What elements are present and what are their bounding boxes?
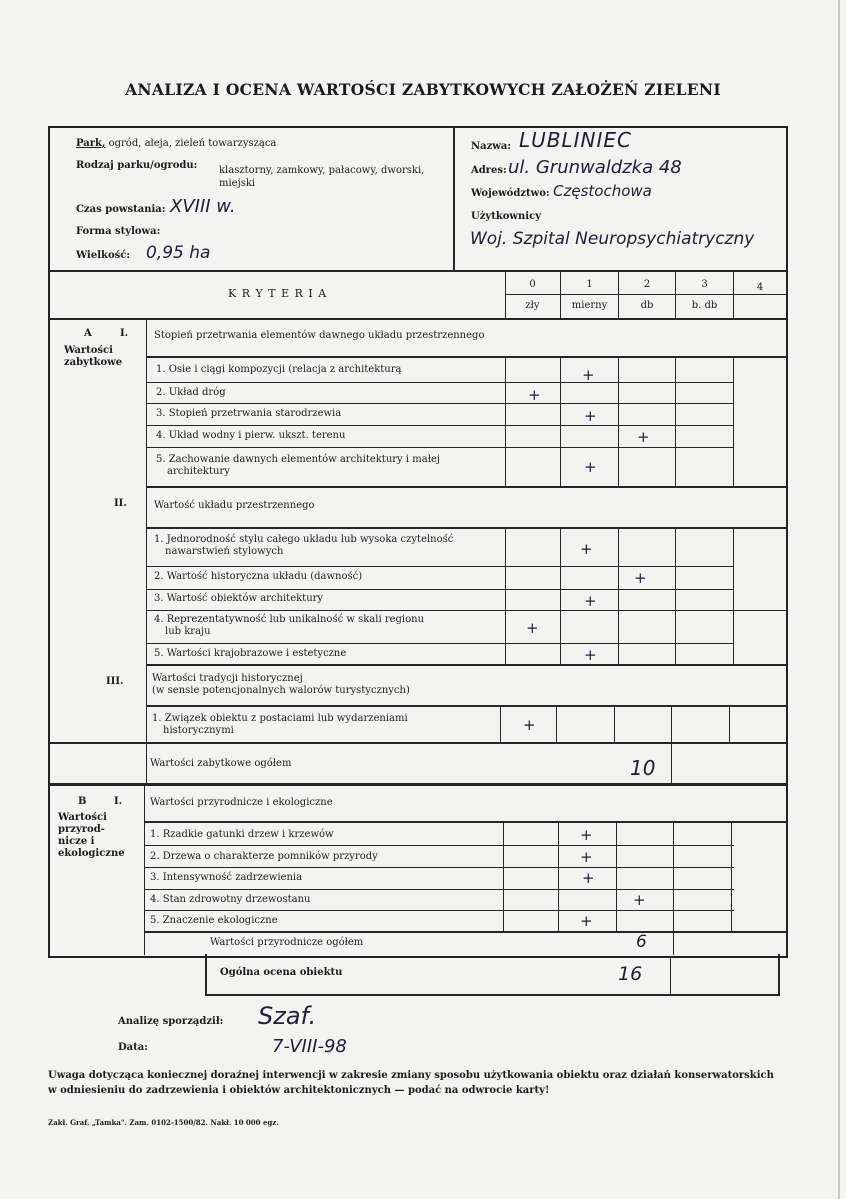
analiza-label: Analizę sporządził: [118,1016,224,1027]
B-item-1: 1. Rzadkie gatunki drzew i krzewów [150,829,334,840]
B-total-value: 6 [636,932,647,952]
col-label-2: db [640,300,654,311]
park-rest: ogród, aleja, zieleń towarzysząca [108,138,277,149]
mark-B-4: + [633,891,646,909]
row-line [146,643,734,644]
grid-col4 [733,356,734,487]
A-total-label: Wartości zabytkowe ogółem [150,758,292,769]
mark-A-II-1: + [580,540,593,558]
A-I-item-3: 3. Stopień przetrwania starodrzewia [156,408,342,419]
grid-col1 [558,821,559,933]
A-II-item-4-cont: lub kraju [165,626,211,637]
col-num-3: 3 [701,279,708,290]
header-col3-line [675,270,676,320]
mark-B-2: + [580,848,593,866]
B-item-4: 4. Stan zdrowotny drzewostanu [150,894,311,905]
grid-col2 [618,527,619,666]
row-line [146,447,734,448]
mark-A-I-4: + [637,428,650,446]
row-line [144,867,734,868]
row-line [146,610,786,611]
sectionB-name-2: przyrod- [58,824,105,835]
col-num-2: 2 [643,279,651,290]
A-I-item-5: 5. Zachowanie dawnych elementów architektury i małej [156,454,440,465]
grid-col0 [505,527,506,666]
B-total-label: Wartości przyrodnicze ogółem [210,937,364,948]
overall-right [778,954,780,996]
sectionA-roman-II: II. [114,498,127,509]
A-total-value: 10 [630,756,656,780]
row-line [146,589,734,590]
row-line [48,742,786,744]
grid-col3 [675,356,676,487]
row-line [146,566,734,567]
header-col4-line [733,270,734,320]
row-line [144,931,786,933]
grid-col3 [673,821,674,933]
B-item-3: 3. Intensywność zadrzewienia [150,872,303,883]
grid-col2 [614,705,615,743]
nazwa-label: Nazwa: [471,141,512,152]
czas-value: XVIII w. [170,196,236,217]
overall-label: Ogólna ocena obiektu [220,967,343,978]
row-line [146,403,734,404]
grid-col4 [733,527,734,666]
row-line [146,705,786,707]
mark-B-3: + [582,869,595,887]
sectionB-name-3: nicze i [58,836,95,847]
sectionA-name-1: Wartości [64,345,113,356]
sectionA-bottom-line [48,783,786,786]
row-line [144,845,734,846]
col-label-3: b. db [691,300,718,311]
A-I-item-5-cont: architektury [167,466,230,477]
col-num-0: 0 [529,279,536,290]
B-item-5: 5. Znaczenie ekologiczne [150,915,278,926]
header-col2-line [618,270,619,320]
A-III-item-1-cont: historycznymi [163,725,234,736]
sectionB-letter: B [78,796,87,807]
note-line-2: w odniesieniu do zadrzewienia i obiektów architektonicznych — podać na odwrocie karty! [48,1085,550,1096]
park-row [76,138,276,150]
grid-col3 [671,705,672,743]
row-line [144,889,734,890]
mark-A-II-5: + [584,646,597,664]
paper-edge [838,0,840,1199]
row-line [146,382,734,383]
A-II-item-3: 3. Wartość obiektów architektury [154,593,324,604]
grid-col1 [556,705,557,743]
A-II-item-1: 1. Jednorodność stylu całego układu lub wysoka czytelność [154,534,454,545]
col-num-1: 1 [586,279,593,290]
note [48,1068,788,1098]
mark-B-5: + [580,912,593,930]
A-I-item-1: 1. Osie i ciągi kompozycji (relacja z architekturą [156,364,402,375]
B-heading: Wartości przyrodnicze i ekologiczne [150,797,333,808]
uzyt-label: Użytkownicy [471,211,542,222]
mark-A-I-1: + [582,366,595,384]
woj-value: Częstochowa [553,182,652,200]
mark-A-I-3: + [584,407,597,425]
A-II-item-4: 4. Reprezentatywność lub unikalność w skali regionu [154,614,425,625]
sectionB-roman-I: I. [114,796,123,807]
sectionB-name-1: Wartości [58,812,107,823]
mark-A-II-2: + [634,569,647,587]
A-I-item-2: 2. Układ dróg [156,387,226,398]
rodzaj-options-2: miejski [219,178,256,189]
print-footer: Zakł. Graf. „Tamka". Zam. 0102-1500/82. Nakł. 10 000 egz. [48,1118,279,1127]
rodzaj-label: Rodzaj parku/ogrodu: [76,160,198,171]
divider-info-vertical [453,126,455,272]
uzyt-value: Woj. Szpital Neuropsychiatryczny [470,229,755,249]
sectionA-roman-I: I. [120,328,129,339]
mark-A-I-2: + [528,386,541,404]
col-label-1: mierny [571,300,608,311]
overall-bottom [205,994,780,996]
sectionA-left-border [146,318,147,784]
header-subline [505,294,786,295]
grid-col1 [560,527,561,666]
grid-col0 [503,821,504,933]
A-III-heading: Wartości tradycji historycznej [152,673,303,684]
kryteria-heading: K R Y T E R I A [228,287,328,300]
col-label-0: zły [525,300,540,311]
A-II-item-5: 5. Wartości krajobrazowe i estetyczne [154,648,347,659]
wielkosc-label: Wielkość: [76,250,131,261]
sectionB-name-4: ekologiczne [58,848,125,859]
overall-left [205,954,207,996]
adres-label: Adres: [471,165,507,176]
data-value: 7-VIII-98 [272,1036,347,1057]
col-num-4: 4 [756,282,764,293]
row-line [146,425,734,426]
row-line [146,356,786,358]
form-title: ANALIZA I OCENA WARTOŚCI ZABYTKOWYCH ZAŁOŻEŃ ZIELENI [125,80,721,99]
total-divider [671,742,672,784]
woj-label: Województwo: [471,188,550,199]
B-item-2: 2. Drzewa o charakterze pomników przyrody [150,851,378,862]
grid-col3 [675,527,676,666]
A-II-item-1-cont: nawarstwień stylowych [165,546,284,557]
header-col0-line [505,270,506,320]
nazwa-value: LUBLINIEC [519,128,633,152]
grid-col1 [560,356,561,487]
grid-col2 [616,821,617,933]
A-I-item-4: 4. Układ wodny i pierw. ukszt. terenu [156,430,346,441]
sectionA-name-2: zabytkowe [64,357,123,368]
mark-A-II-4: + [526,619,539,637]
mark-A-III-1: + [523,716,536,734]
park-label: Park, [76,138,106,149]
mark-A-II-3: + [584,592,597,610]
mark-B-1: + [580,826,593,844]
A-II-item-2: 2. Wartość historyczna układu (dawność) [154,571,363,582]
row-line [146,664,786,666]
note-line-1: Uwaga dotycząca koniecznej doraźnej interwencji w zakresie zmiany sposobu użytkowania obiektu oraz działań konserwatorskich [48,1070,774,1081]
wielkosc-value: 0,95 ha [146,243,211,263]
row-line [144,910,734,911]
grid-col2 [618,356,619,487]
overall-value: 16 [618,963,643,985]
A-III-item-1: 1. Związek obiektu z postaciami lub wydarzeniami [152,713,408,724]
grid-col4 [731,821,732,933]
grid-col0 [500,705,501,743]
mark-A-I-5: + [584,458,597,476]
overall-divider [670,956,671,995]
A-III-heading-cont: (w sensie potencjonalnych walorów turystycznych) [152,685,410,696]
A-I-heading: Stopień przetrwania elementów dawnego układu przestrzennego [154,330,485,341]
total-divider [673,931,674,955]
row-line [144,821,786,823]
forma-label: Forma stylowa: [76,226,161,237]
czas-label: Czas powstania: [76,204,166,215]
sectionB-left-border [144,785,145,955]
row-line [146,486,786,488]
sectionA-roman-III: III. [106,676,124,687]
header-col1-line [560,270,561,320]
grid-col0 [505,356,506,487]
A-II-heading: Wartość układu przestrzennego [154,500,315,511]
adres-value: ul. Grunwaldzka 48 [508,157,682,178]
signature: Szaf. [258,1002,317,1030]
row-line [146,527,786,529]
grid-col4 [729,705,730,743]
data-label: Data: [118,1042,148,1053]
sectionA-letter: A [84,328,92,339]
rodzaj-options: klasztorny, zamkowy, pałacowy, dworski, [219,165,425,176]
